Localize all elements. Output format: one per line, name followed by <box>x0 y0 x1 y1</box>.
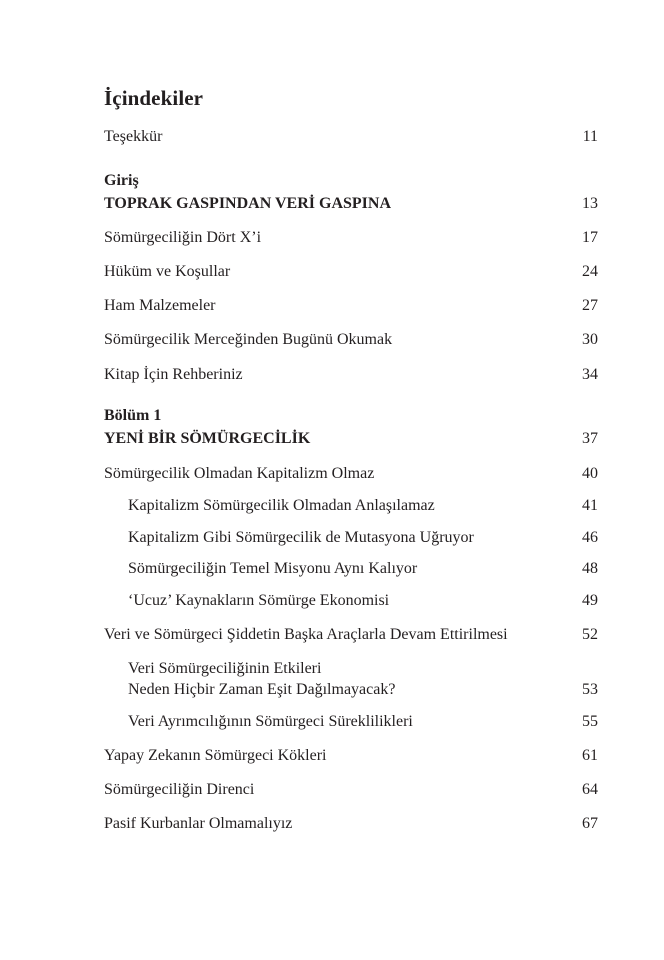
toc-entry-label-line-1: Veri Sömürgeciliğinin Etkileri <box>128 660 322 677</box>
toc-entry-label: Sömürgecilik Merceğinden Bugünü Okumak <box>104 331 393 348</box>
toc-entry-label: ‘Ucuz’ Kaynakların Sömürge Ekonomisi <box>128 592 390 609</box>
toc-entry-label: Veri ve Sömürgeci Şiddetin Başka Araçlarla Devam Ettirilmesi <box>104 626 508 643</box>
toc-entry-label: Kitap İçin Rehberiniz <box>104 366 243 383</box>
toc-section-page: 13 <box>582 195 598 212</box>
toc-entry-label: Hüküm ve Koşullar <box>104 263 231 280</box>
toc-heading: İçindekiler <box>104 86 204 110</box>
toc-entry-label: Yapay Zekanın Sömürgeci Kökleri <box>104 747 327 764</box>
toc-entry-page: 40 <box>582 465 598 482</box>
toc-entry-page: 55 <box>582 713 598 730</box>
toc-entry-page: 46 <box>582 529 598 546</box>
toc-entry-page: 17 <box>582 229 598 246</box>
toc-entry-page: 11 <box>582 128 598 145</box>
toc-entry-label: Kapitalizm Gibi Sömürgecilik de Mutasyona Uğruyor <box>128 529 474 546</box>
toc-entry-page: 48 <box>582 560 598 577</box>
toc-section-title: TOPRAK GASPINDAN VERİ GASPINA <box>104 195 391 212</box>
toc-section-kicker: Bölüm 1 <box>104 407 162 424</box>
toc-entry-label: Veri Ayrımcılığının Sömürgeci Süreklilikleri <box>128 713 413 730</box>
toc-entry-page: 61 <box>582 747 598 764</box>
toc-entry-page: 27 <box>582 297 598 314</box>
toc-entry-page: 30 <box>582 331 598 348</box>
toc-entry-page: 67 <box>582 815 598 832</box>
toc-section-title: YENİ BİR SÖMÜRGECİLİK <box>104 430 311 447</box>
toc-entry-label: Sömürgeciliğin Direnci <box>104 781 255 798</box>
toc-entry-page: 64 <box>582 781 598 798</box>
toc-subentry[interactable] <box>104 658 598 702</box>
toc-entry-label: Sömürgeciliğin Temel Misyonu Aynı Kalıyor <box>128 560 418 577</box>
toc-entry-page: 49 <box>582 592 598 609</box>
toc-entry-label: Pasif Kurbanlar Olmamalıyız <box>104 815 293 832</box>
toc-entry-page: 52 <box>582 626 598 643</box>
toc-entry-label: Teşekkür <box>104 128 163 145</box>
toc-page <box>104 0 598 960</box>
toc-section-kicker: Giriş <box>104 172 139 189</box>
toc-entry-label: Kapitalizm Sömürgecilik Olmadan Anlaşılamaz <box>128 497 435 514</box>
toc-entry-page: 53 <box>582 681 598 698</box>
toc-entry-page: 41 <box>582 497 598 514</box>
toc-section-page: 37 <box>582 430 598 447</box>
toc-entry-label: Sömürgeciliğin Dört X’i <box>104 229 262 246</box>
toc-entry-label: Sömürgecilik Olmadan Kapitalizm Olmaz <box>104 465 375 482</box>
toc-entry-label: Ham Malzemeler <box>104 297 216 314</box>
toc-entry-page: 34 <box>582 366 598 383</box>
toc-entry-page: 24 <box>582 263 598 280</box>
toc-entry-label-line-2: Neden Hiçbir Zaman Eşit Dağılmayacak? <box>128 681 396 698</box>
